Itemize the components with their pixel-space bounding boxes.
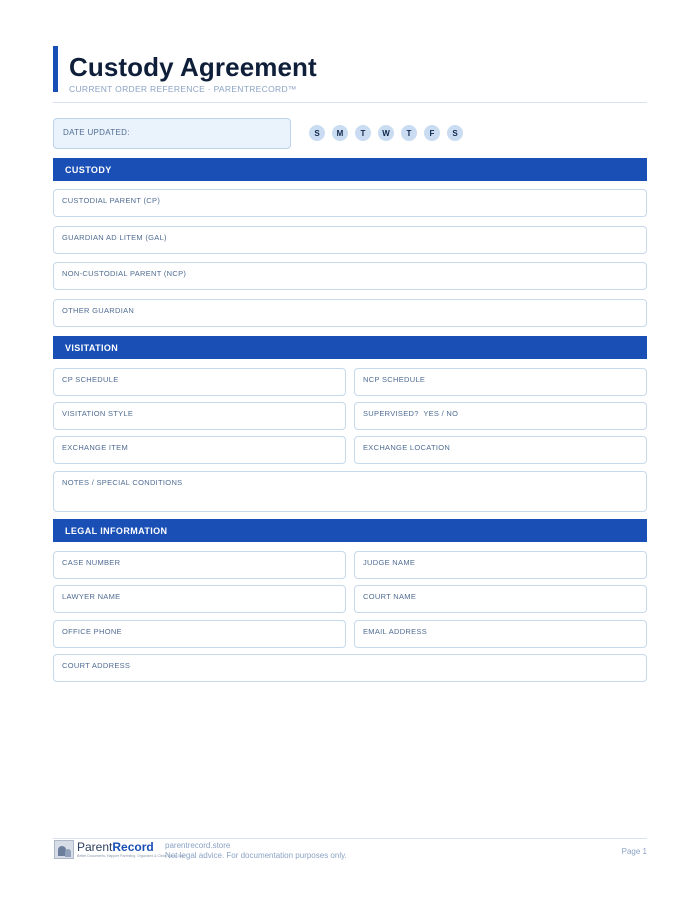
exchange-location-label: EXCHANGE LOCATION (363, 443, 451, 452)
office-phone-label: OFFICE PHONE (62, 627, 122, 636)
weekday-saturday[interactable]: S (447, 125, 463, 141)
non-custodial-parent-label: NON-CUSTODIAL PARENT (NCP) (62, 269, 187, 278)
exchange-item-label: EXCHANGE ITEM (62, 443, 128, 452)
logo-word-record: Record (112, 840, 154, 854)
court-address-label: COURT ADDRESS (62, 661, 131, 670)
weekday-friday[interactable]: F (424, 125, 440, 141)
non-custodial-parent-field[interactable] (53, 262, 647, 290)
footer-divider (53, 838, 647, 839)
cp-schedule-label: CP SCHEDULE (62, 375, 119, 384)
guardian-ad-litem-label: GUARDIAN AD LITEM (GAL) (62, 233, 167, 242)
visitation-section-title: VISITATION (65, 343, 119, 353)
title-accent-bar (53, 46, 58, 92)
notes-label: NOTES / SPECIAL CONDITIONS (62, 478, 183, 487)
cp-schedule-field[interactable] (53, 368, 346, 396)
footer-disclaimer: Not legal advice. For documentation purposes only. (165, 851, 347, 860)
legal-section-header (53, 519, 647, 542)
header-divider (53, 102, 647, 103)
logo-wordmark (77, 840, 154, 854)
lawyer-name-field[interactable] (53, 585, 346, 613)
weekday-selector (309, 125, 463, 141)
court-name-label: COURT NAME (363, 592, 417, 601)
email-address-label: EMAIL ADDRESS (363, 627, 428, 636)
office-phone-field[interactable] (53, 620, 346, 648)
custodial-parent-field[interactable] (53, 189, 647, 217)
custodial-parent-label: CUSTODIAL PARENT (CP) (62, 196, 161, 205)
weekday-tuesday[interactable]: T (355, 125, 371, 141)
date-updated-field[interactable] (53, 118, 291, 149)
guardian-ad-litem-field[interactable] (53, 226, 647, 254)
exchange-item-field[interactable] (53, 436, 346, 464)
weekday-sunday[interactable]: S (309, 125, 325, 141)
ncp-schedule-field[interactable] (354, 368, 647, 396)
court-name-field[interactable] (354, 585, 647, 613)
page-title: Custody Agreement (69, 52, 317, 82)
case-number-field[interactable] (53, 551, 346, 579)
weekday-wednesday[interactable]: W (378, 125, 394, 141)
logo-tagline: Better Documents. Happier Parenting. Organized & Clear. Every Day. (77, 854, 185, 858)
page-subtitle: CURRENT ORDER REFERENCE · PARENTRECORD™ (69, 84, 297, 94)
visitation-style-label: VISITATION STYLE (62, 409, 134, 418)
notes-field[interactable] (53, 471, 647, 512)
visitation-section-header (53, 336, 647, 359)
other-guardian-field[interactable] (53, 299, 647, 327)
weekday-thursday[interactable]: T (401, 125, 417, 141)
legal-section-title: LEGAL INFORMATION (65, 526, 168, 536)
judge-name-field[interactable] (354, 551, 647, 579)
custody-section-header (53, 158, 647, 181)
case-number-label: CASE NUMBER (62, 558, 121, 567)
exchange-location-field[interactable] (354, 436, 647, 464)
visitation-style-field[interactable] (53, 402, 346, 430)
court-address-field[interactable] (53, 654, 647, 682)
judge-name-label: JUDGE NAME (363, 558, 416, 567)
supervised-field[interactable] (354, 402, 647, 430)
ncp-schedule-label: NCP SCHEDULE (363, 375, 426, 384)
other-guardian-label: OTHER GUARDIAN (62, 306, 135, 315)
weekday-monday[interactable]: M (332, 125, 348, 141)
supervised-label: SUPERVISED? YES / NO (363, 409, 459, 418)
family-photo-icon (54, 840, 74, 859)
date-updated-label: DATE UPDATED: (63, 128, 130, 137)
footer-site[interactable]: parentrecord.store (165, 841, 231, 850)
email-address-field[interactable] (354, 620, 647, 648)
parentrecord-logo (54, 840, 185, 860)
page-number: Page 1 (621, 847, 647, 856)
logo-word-parent: Parent (77, 840, 113, 854)
lawyer-name-label: LAWYER NAME (62, 592, 121, 601)
custody-section-title: CUSTODY (65, 165, 112, 175)
